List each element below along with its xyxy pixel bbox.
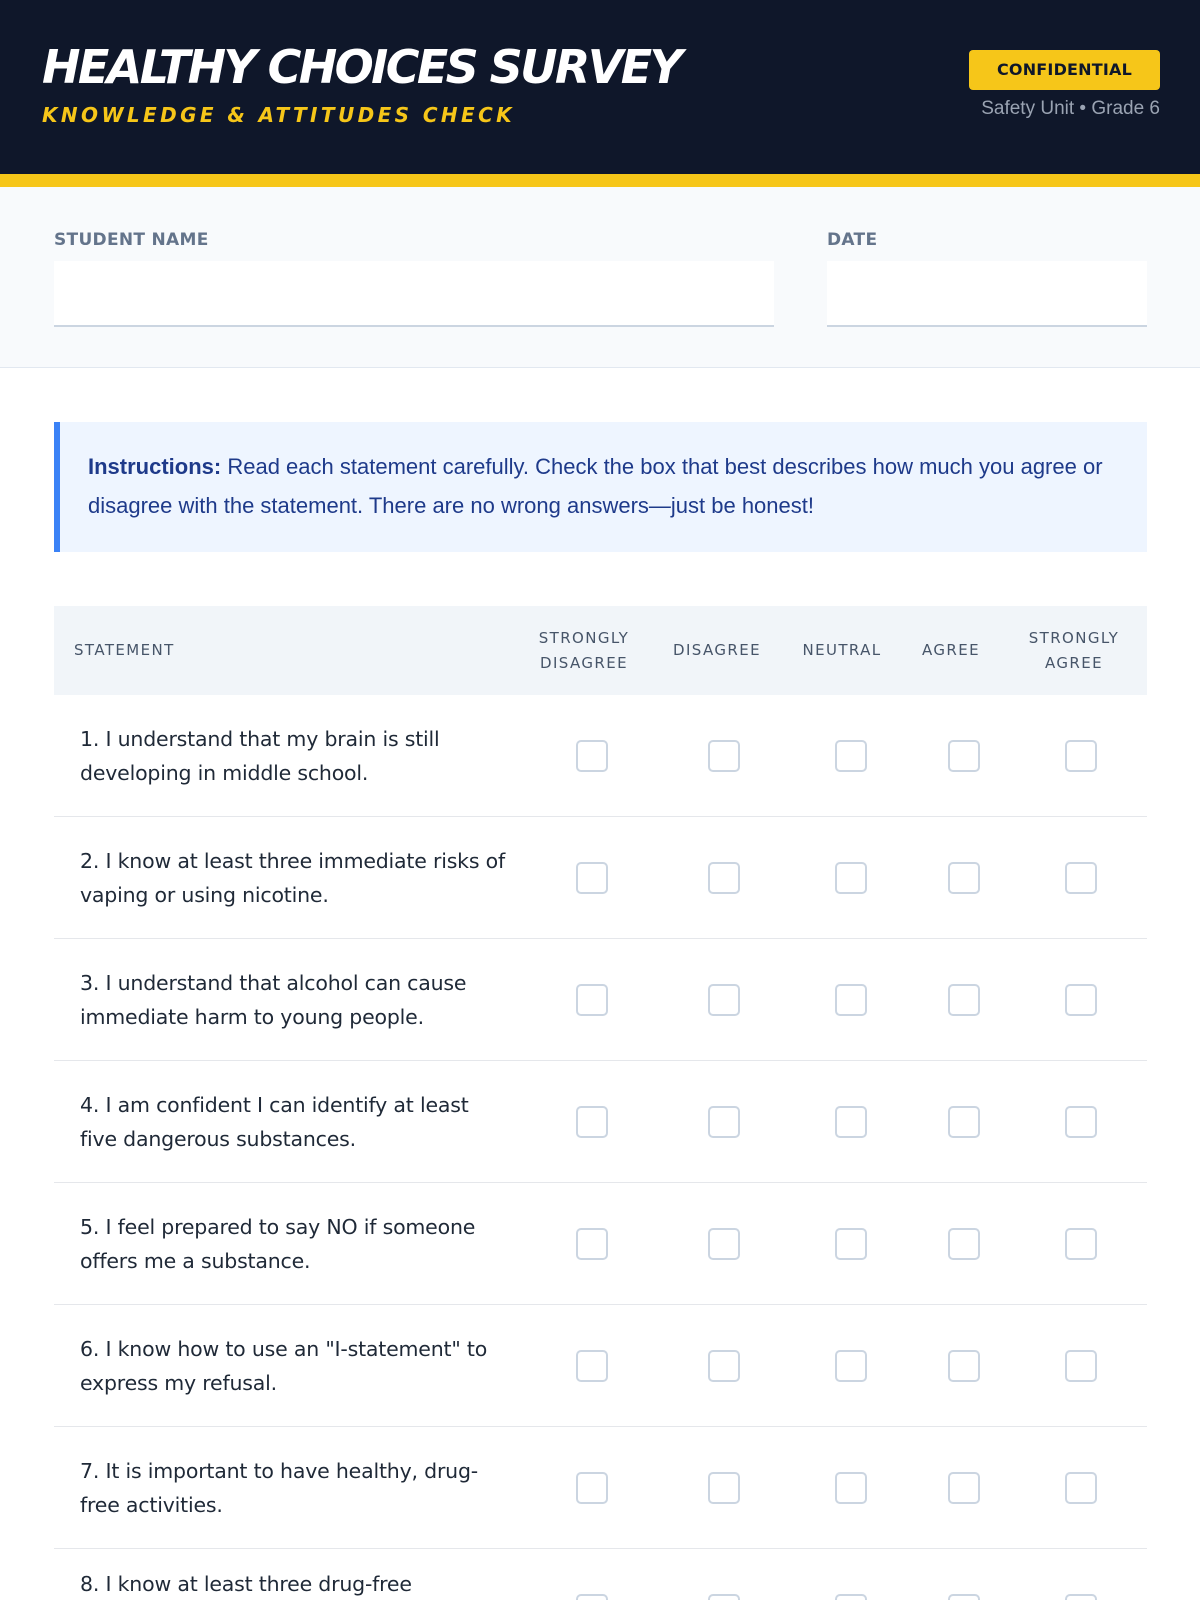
date-field[interactable] bbox=[827, 261, 1147, 327]
strongly-agree-checkbox[interactable] bbox=[1065, 984, 1097, 1016]
table-row bbox=[54, 1061, 1147, 1183]
column-header-strongly-disagree-line1: STRONGLY bbox=[538, 628, 630, 647]
column-header-neutral: NEUTRAL bbox=[802, 641, 882, 659]
instructions-box bbox=[54, 422, 1147, 552]
neutral-checkbox[interactable] bbox=[835, 740, 867, 772]
disagree-checkbox[interactable] bbox=[708, 1594, 740, 1600]
survey-table-header bbox=[54, 606, 1147, 695]
neutral-checkbox[interactable] bbox=[835, 1594, 867, 1600]
statement-text: 1. I understand that my brain is still developing in middle school. bbox=[80, 727, 440, 785]
page-header bbox=[0, 0, 1200, 174]
neutral-checkbox[interactable] bbox=[835, 984, 867, 1016]
strongly-disagree-checkbox[interactable] bbox=[576, 862, 608, 894]
column-header-strongly-disagree bbox=[520, 606, 648, 695]
table-row bbox=[54, 817, 1147, 939]
strongly-disagree-checkbox[interactable] bbox=[576, 984, 608, 1016]
strongly-agree-checkbox[interactable] bbox=[1065, 1106, 1097, 1138]
statement-text: 4. I am confident I can identify at least five dangerous substances. bbox=[80, 1093, 469, 1151]
student-name-field[interactable] bbox=[54, 261, 774, 327]
column-header-strongly-agree-line2: AGREE bbox=[1045, 653, 1103, 672]
table-row bbox=[54, 939, 1147, 1061]
student-info-section bbox=[0, 187, 1200, 368]
neutral-checkbox[interactable] bbox=[835, 1106, 867, 1138]
table-row bbox=[54, 1549, 1147, 1600]
column-header-disagree: DISAGREE bbox=[673, 641, 761, 659]
statement-text: 7. It is important to have healthy, drug-free activities. bbox=[80, 1459, 478, 1517]
table-row bbox=[54, 1305, 1147, 1427]
statement-text: 2. I know at least three immediate risks of vaping or using nicotine. bbox=[80, 849, 506, 907]
disagree-checkbox[interactable] bbox=[708, 1106, 740, 1138]
strongly-agree-checkbox[interactable] bbox=[1065, 740, 1097, 772]
neutral-checkbox[interactable] bbox=[835, 1228, 867, 1260]
disagree-checkbox[interactable] bbox=[708, 984, 740, 1016]
agree-checkbox[interactable] bbox=[948, 862, 980, 894]
column-header-strongly-agree-line1: STRONGLY bbox=[1028, 628, 1120, 647]
strongly-agree-checkbox[interactable] bbox=[1065, 1350, 1097, 1382]
statement-text: 5. I feel prepared to say NO if someone offers me a substance. bbox=[80, 1215, 476, 1273]
strongly-agree-checkbox[interactable] bbox=[1065, 1594, 1097, 1600]
table-row bbox=[54, 1183, 1147, 1305]
column-header-strongly-agree bbox=[1014, 606, 1134, 695]
strongly-agree-checkbox[interactable] bbox=[1065, 1472, 1097, 1504]
neutral-checkbox[interactable] bbox=[835, 1350, 867, 1382]
table-row bbox=[54, 1427, 1147, 1549]
neutral-checkbox[interactable] bbox=[835, 1472, 867, 1504]
strongly-disagree-checkbox[interactable] bbox=[576, 1594, 608, 1600]
disagree-checkbox[interactable] bbox=[708, 740, 740, 772]
column-header-statement: STATEMENT bbox=[74, 641, 175, 659]
agree-checkbox[interactable] bbox=[948, 1472, 980, 1504]
header-accent-stripe bbox=[0, 174, 1200, 187]
column-header-strongly-disagree-line2: DISAGREE bbox=[540, 653, 628, 672]
disagree-checkbox[interactable] bbox=[708, 1228, 740, 1260]
statement-text: 8. I know at least three drug-free bbox=[80, 1572, 412, 1596]
strongly-disagree-checkbox[interactable] bbox=[576, 740, 608, 772]
table-row bbox=[54, 695, 1147, 817]
strongly-agree-checkbox[interactable] bbox=[1065, 862, 1097, 894]
date-label: DATE bbox=[827, 230, 878, 250]
student-name-label: STUDENT NAME bbox=[54, 230, 209, 250]
agree-checkbox[interactable] bbox=[948, 1594, 980, 1600]
unit-grade-label: Safety Unit • Grade 6 bbox=[981, 98, 1160, 119]
instructions-text: Read each statement carefully. Check the box that best describes how much you agree or disagree with the statement. There are no wrong answers—just be honest! bbox=[88, 454, 1103, 518]
strongly-disagree-checkbox[interactable] bbox=[576, 1472, 608, 1504]
strongly-disagree-checkbox[interactable] bbox=[576, 1350, 608, 1382]
instructions-lead: Instructions: bbox=[88, 454, 222, 479]
agree-checkbox[interactable] bbox=[948, 984, 980, 1016]
agree-checkbox[interactable] bbox=[948, 1228, 980, 1260]
statement-text: 6. I know how to use an "I-statement" to express my refusal. bbox=[80, 1337, 488, 1395]
statement-text: 3. I understand that alcohol can cause immediate harm to young people. bbox=[80, 971, 467, 1029]
strongly-disagree-checkbox[interactable] bbox=[576, 1106, 608, 1138]
survey-title: HEALTHY CHOICES SURVEY bbox=[42, 40, 681, 94]
disagree-checkbox[interactable] bbox=[708, 862, 740, 894]
strongly-disagree-checkbox[interactable] bbox=[576, 1228, 608, 1260]
agree-checkbox[interactable] bbox=[948, 1106, 980, 1138]
disagree-checkbox[interactable] bbox=[708, 1350, 740, 1382]
confidential-badge: CONFIDENTIAL bbox=[969, 50, 1160, 90]
disagree-checkbox[interactable] bbox=[708, 1472, 740, 1504]
agree-checkbox[interactable] bbox=[948, 740, 980, 772]
survey-subtitle: KNOWLEDGE & ATTITUDES CHECK bbox=[42, 103, 516, 127]
column-header-agree: AGREE bbox=[922, 641, 980, 659]
neutral-checkbox[interactable] bbox=[835, 862, 867, 894]
agree-checkbox[interactable] bbox=[948, 1350, 980, 1382]
strongly-agree-checkbox[interactable] bbox=[1065, 1228, 1097, 1260]
